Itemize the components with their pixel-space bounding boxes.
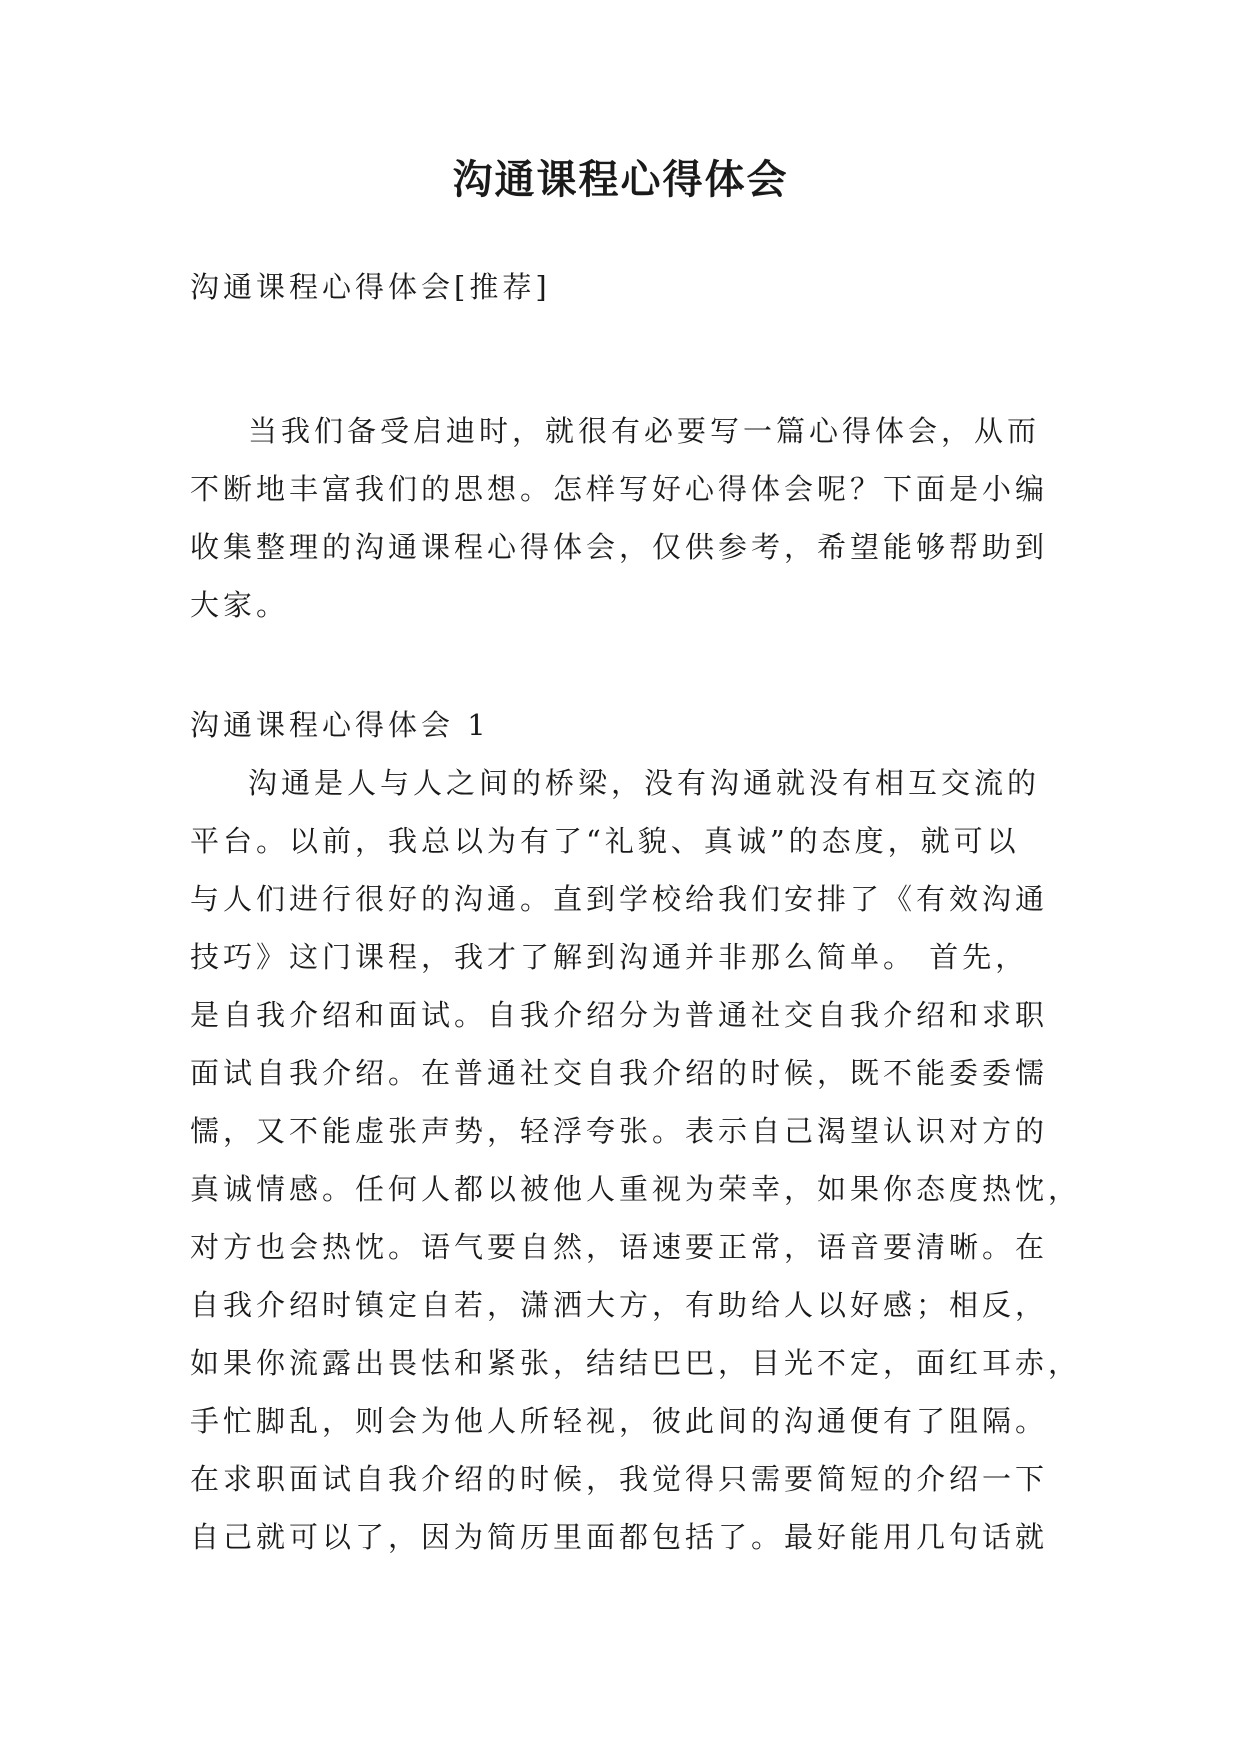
body-line: 面试自我介绍。在普通社交自我介绍的时候，既不能委委懦	[190, 1056, 1049, 1090]
body-paragraph	[190, 754, 1082, 1566]
body-line: 对方也会热忱。语气要自然，语速要正常，语音要清晰。在	[190, 1230, 1049, 1264]
body-line: 平台。以前，我总以为有了“礼貌、真诚”的态度，就可以	[190, 824, 1020, 858]
section-heading: 沟通课程心得体会 1	[190, 708, 490, 742]
intro-paragraph	[190, 402, 1060, 634]
document-title: 沟通课程心得体会	[452, 156, 789, 203]
body-line: 与人们进行很好的沟通。直到学校给我们安排了《有效沟通	[190, 882, 1049, 916]
document-subtitle: 沟通课程心得体会[推荐]	[190, 270, 551, 304]
body-line: 是自我介绍和面试。自我介绍分为普通社交自我介绍和求职	[190, 998, 1049, 1032]
body-line: 自己就可以了，因为简历里面都包括了。最好能用几句话就	[190, 1520, 1049, 1554]
body-line: 懦，又不能虚张声势，轻浮夸张。表示自己渴望认识对方的	[190, 1114, 1049, 1148]
intro-line: 大家。	[190, 588, 290, 622]
body-line: 如果你流露出畏怯和紧张，结结巴巴，目光不定，面红耳赤，	[190, 1346, 1082, 1380]
body-line: 手忙脚乱，则会为他人所轻视，彼此间的沟通便有了阻隔。	[190, 1404, 1049, 1438]
body-line: 技巧》这门课程，我才了解到沟通并非那么简单。 首先，	[190, 940, 1029, 974]
body-line: 自我介绍时镇定自若，潇洒大方，有助给人以好感；相反，	[190, 1288, 1049, 1322]
intro-line: 收集整理的沟通课程心得体会，仅供参考，希望能够帮助到	[190, 530, 1049, 564]
body-line: 沟通是人与人之间的桥梁，没有沟通就没有相互交流的	[248, 766, 1041, 800]
body-line: 在求职面试自我介绍的时候，我觉得只需要简短的介绍一下	[190, 1462, 1049, 1496]
body-line: 真诚情感。任何人都以被他人重视为荣幸，如果你态度热忱，	[190, 1172, 1082, 1206]
intro-line: 当我们备受启迪时，就很有必要写一篇心得体会，从而	[248, 414, 1041, 448]
intro-line: 不断地丰富我们的思想。怎样写好心得体会呢？下面是小编	[190, 472, 1049, 506]
